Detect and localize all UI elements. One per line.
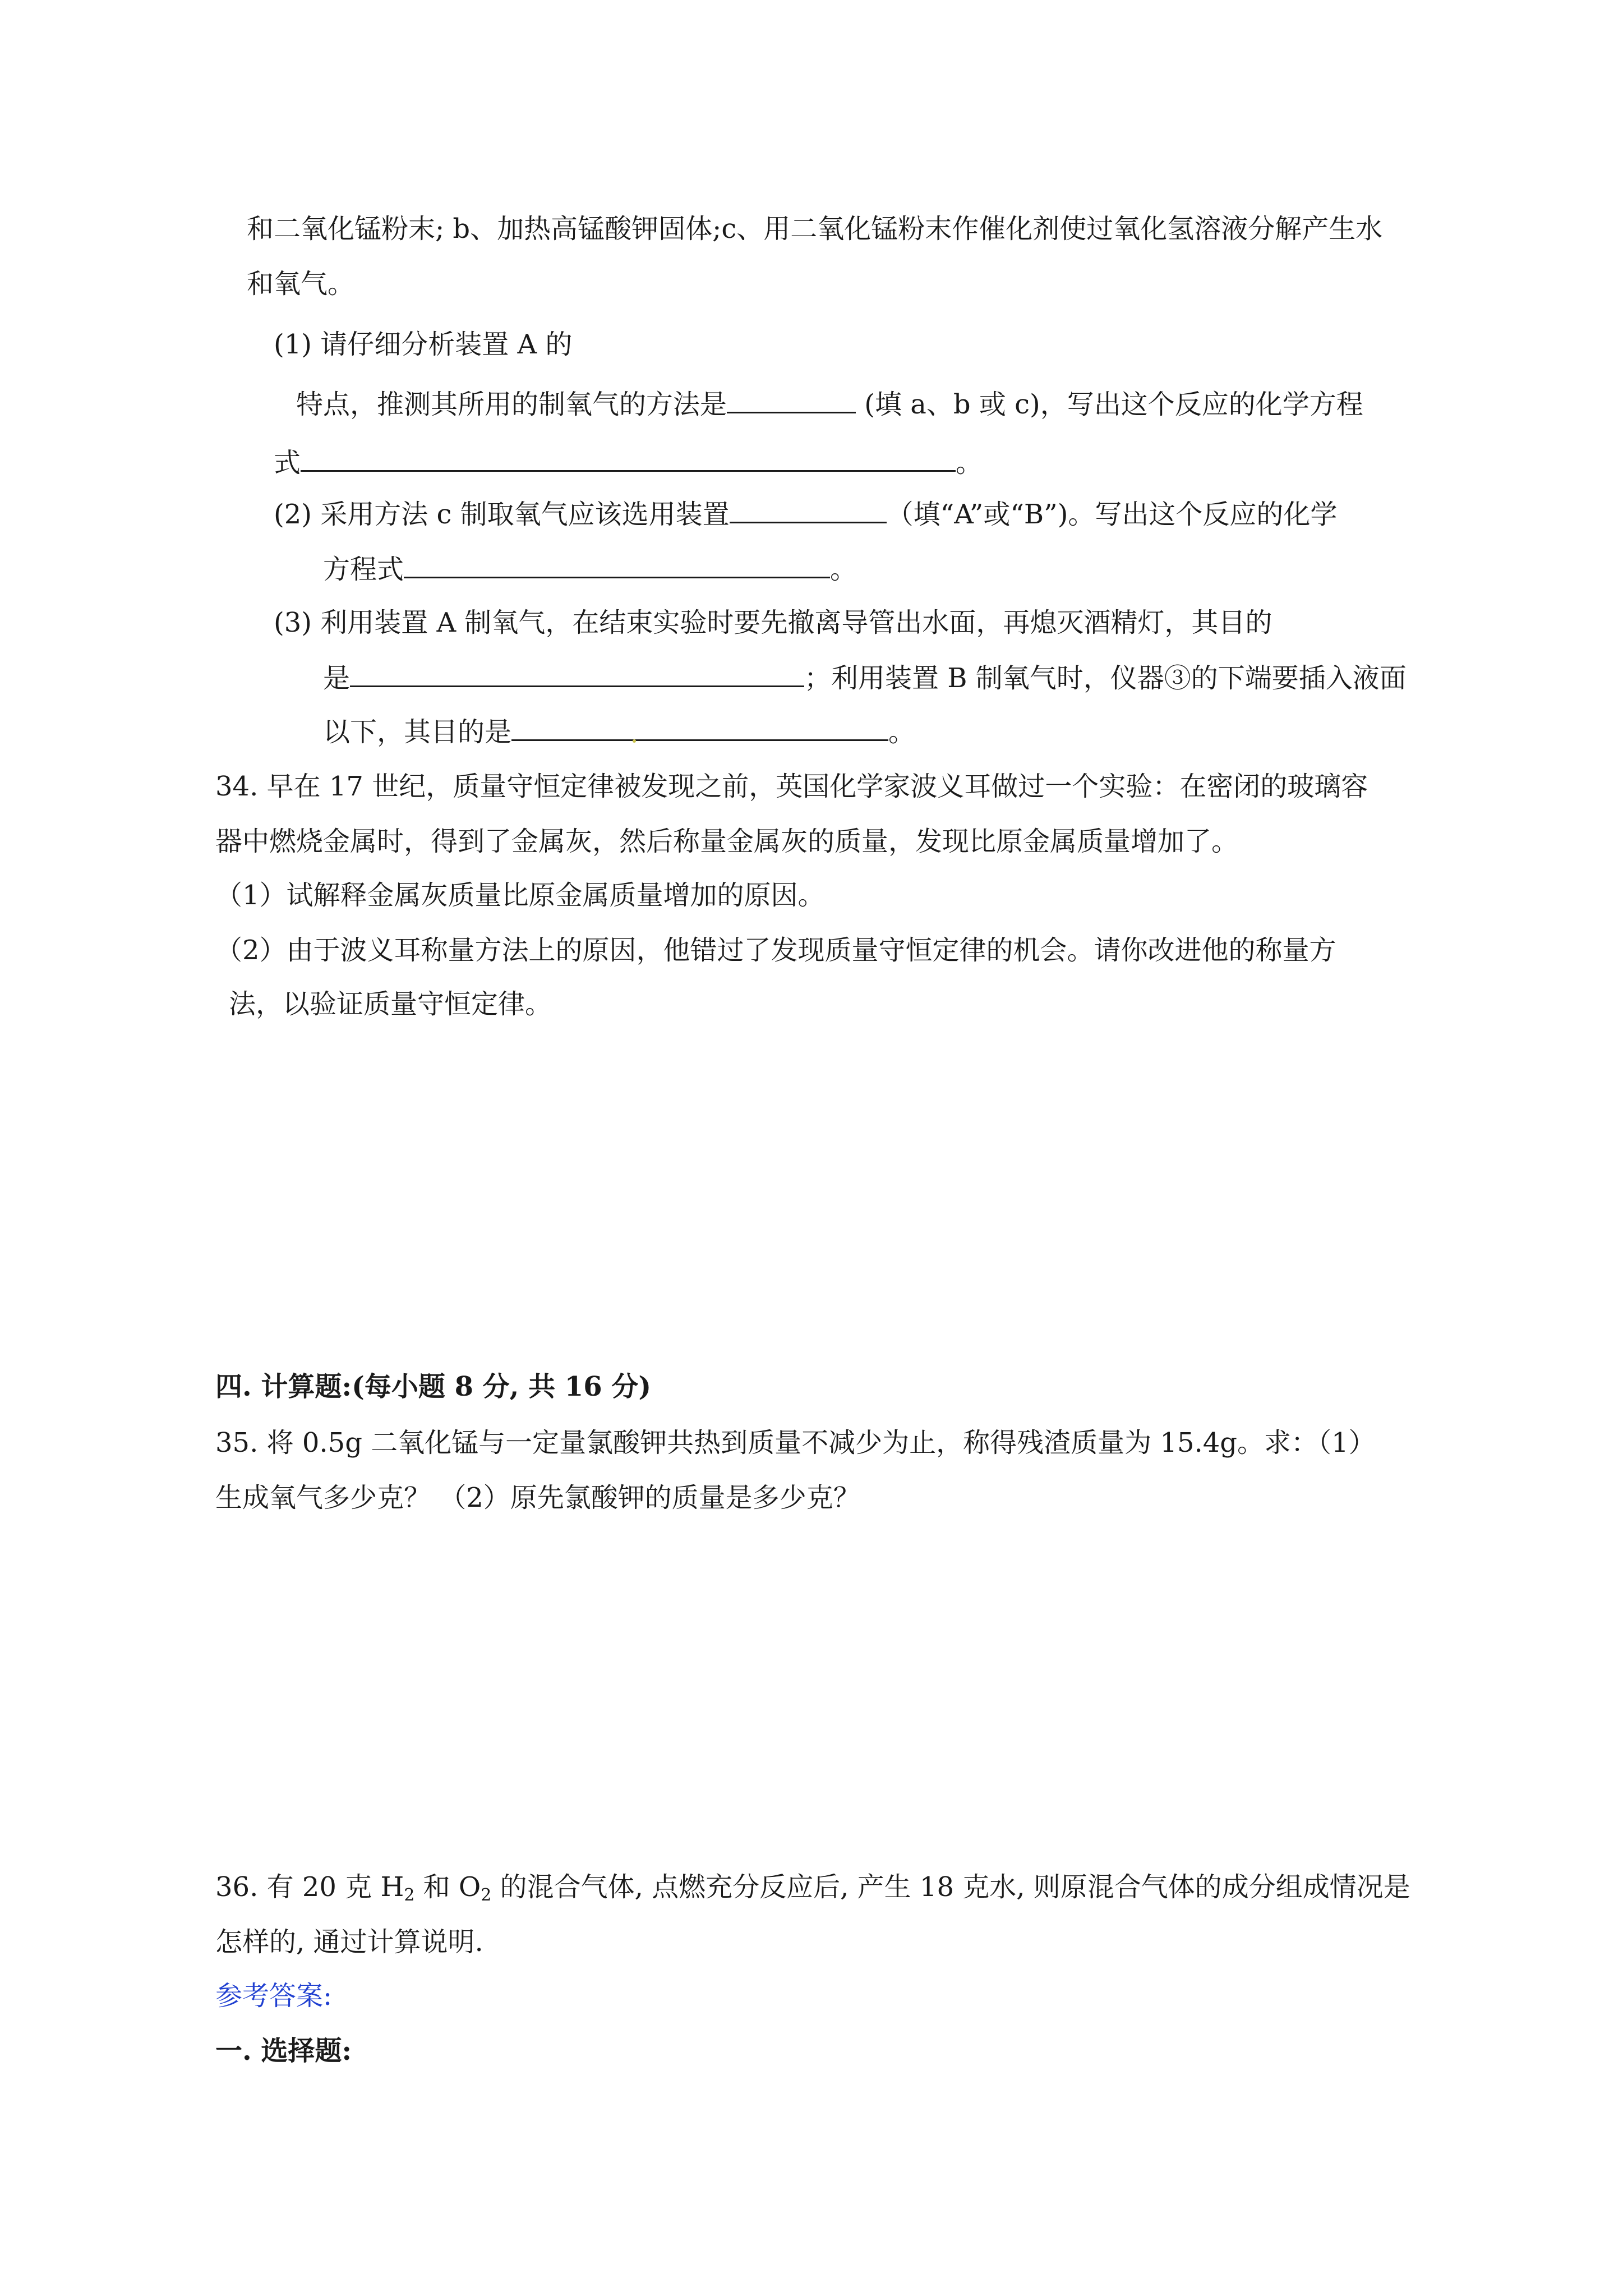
q34-part-2-line-a: （2）由于波义耳称量方法上的原因，他错过了发现质量守恒定律的机会。请你改进他的称量方 [215, 935, 1336, 966]
q33-sub2-a-post: （填“A”或“B”)。写出这个反应的化学 [886, 499, 1338, 530]
answer-blank-apparatus[interactable] [730, 496, 887, 523]
stray-dot [633, 739, 636, 743]
section-4-heading: 四. 计算题:(每小题 8 分, 共 16 分) [215, 1371, 652, 1402]
q35-line-2: 生成氧气多少克？ （2）原先氯酸钾的质量是多少克？ [215, 1482, 860, 1513]
q36-subscript-h2: 2 [404, 1885, 415, 1905]
q33-sub1-c-pre: 式 [274, 447, 301, 478]
q33-sub1-line-c [274, 444, 983, 480]
q33-sub1-line-b [296, 386, 1363, 421]
q33-sub3-line-c [323, 714, 915, 749]
q36-text-b: 和 O [414, 1871, 481, 1903]
q33-sub2-b-post: 。 [830, 554, 857, 585]
q33-sub1-text-pre: 特点，推测其所用的制氧气的方法是 [296, 389, 727, 420]
q33-sub3-b-post: ；利用装置 B 制氧气时，仪器③的下端要插入液面 [804, 662, 1407, 694]
answers-label: 参考答案: [215, 1980, 333, 2012]
q35-line-1: 35. 将 0.5g 二氧化锰与一定量氯酸钾共热到质量不减少为止，称得残渣质量为 15.4g。求：（1） [215, 1427, 1376, 1458]
q34-part-2-line-b: 法，以验证质量守恒定律。 [229, 988, 552, 1020]
answer-blank-equation-2[interactable] [404, 551, 830, 578]
q33-sub2-line-a [274, 496, 1337, 531]
q33-sub1-line-a: (1) 请仔细分析装置 A 的 [274, 329, 573, 360]
q34-line-1: 34. 早在 17 世纪，质量守恒定律被发现之前，英国化学家波义耳做过一个实验：在密闭的玻璃容 [215, 771, 1368, 802]
q34-part-1: （1）试解释金属灰质量比原金属质量增加的原因。 [215, 880, 825, 911]
q33-sub3-c-pre: 以下，其目的是 [323, 716, 512, 748]
q33-sub2-b-pre: 方程式 [323, 554, 404, 585]
q36-line-2: 怎样的, 通过计算说明. [215, 1926, 483, 1958]
q33-sub3-b-pre: 是 [323, 662, 351, 694]
q33-sub1-c-post: 。 [956, 447, 983, 478]
q33-sub2-line-b [323, 551, 857, 586]
q33-sub3-c-post: 。 [888, 716, 916, 748]
q36-text-a: 36. 有 20 克 H [215, 1871, 404, 1903]
q33-sub3-line-b [323, 660, 1407, 695]
answer-blank-purpose-1[interactable] [350, 660, 804, 687]
answer-blank-method[interactable] [727, 386, 856, 413]
q33-sub1-text-post: (填 a、b 或 c)，写出这个反应的化学方程 [856, 389, 1363, 420]
q36-line-1 [215, 1870, 1410, 1904]
answer-blank-purpose-2[interactable] [511, 714, 888, 741]
q36-subscript-o2: 2 [481, 1885, 492, 1905]
q33-line-1: 和二氧化锰粉末; b、加热高锰酸钾固体;c、用二氧化锰粉末作催化剂使过氧化氢溶液分解产生水 [247, 213, 1383, 245]
q34-line-2: 器中燃烧金属时，得到了金属灰，然后称量金属灰的质量，发现比原金属质量增加了。 [215, 826, 1239, 857]
answers-section-1: 一. 选择题: [215, 2035, 352, 2067]
q36-text-c: 的混合气体, 点燃充分反应后, 产生 18 克水, 则原混合气体的成分组成情况是 [491, 1871, 1410, 1903]
answer-blank-equation-1[interactable] [301, 444, 956, 472]
q33-sub2-a-pre: (2) 采用方法 c 制取氧气应该选用装置 [274, 499, 730, 530]
q33-sub3-line-a: (3) 利用装置 A 制氧气，在结束实验时要先撤离导管出水面，再熄灭酒精灯，其目的 [274, 607, 1272, 638]
q33-line-2: 和氧气。 [247, 268, 355, 300]
